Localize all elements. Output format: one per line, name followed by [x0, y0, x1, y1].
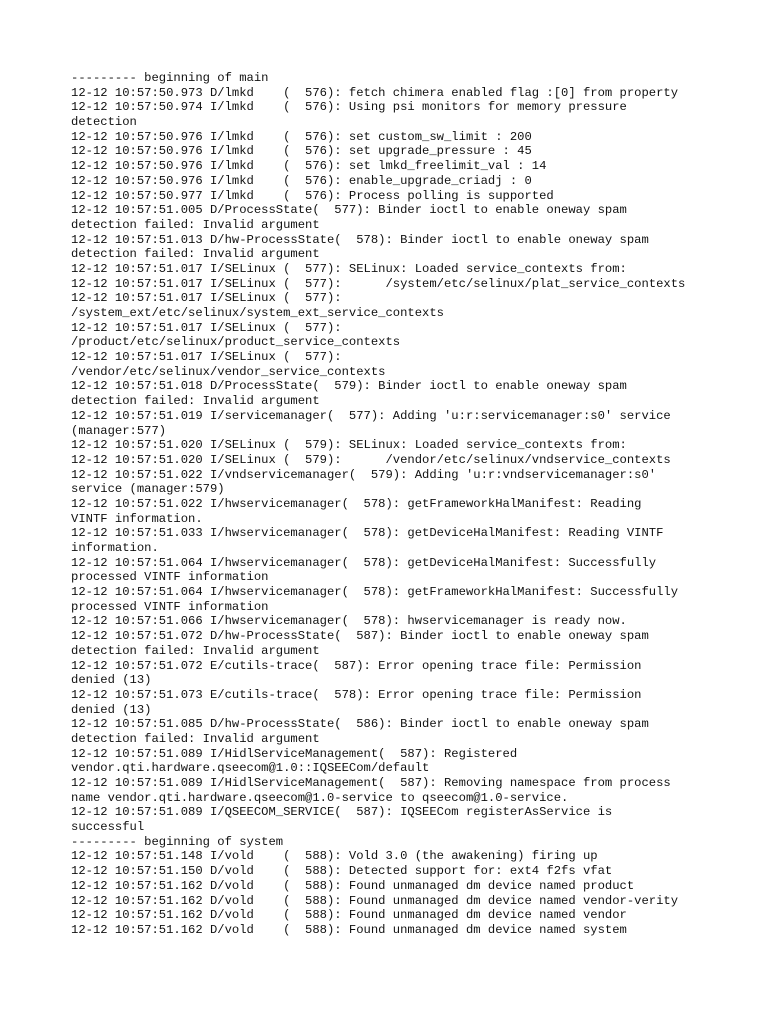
- log-line: 12-12 10:57:51.089 I/HidlServiceManagement( 587): Removing namespace from process: [71, 776, 671, 790]
- log-line: detection failed: Invalid argument: [71, 217, 320, 232]
- log-line: 12-12 10:57:51.017 I/SELinux ( 577): /system/etc/selinux/plat_service_contexts: [71, 276, 686, 291]
- log-line: detection failed: Invalid argument: [71, 394, 320, 409]
- log-line: 12-12 10:57:51.019 I/servicemanager( 577): Adding 'u:r:servicemanager:s0' service: [71, 408, 671, 423]
- log-line: detection failed: Invalid argument: [71, 247, 320, 262]
- log-line: 12-12 10:57:50.974 I/lmkd ( 576): Using psi monitors for memory pressure: [71, 100, 627, 115]
- log-line: successful: [71, 820, 145, 835]
- log-line: 12-12 10:57:51.085 D/hw-ProcessState( 586): Binder ioctl to enable oneway spam: [71, 717, 649, 732]
- log-line: --------- beginning of main: [71, 71, 269, 85]
- log-line: VINTF information.: [71, 511, 203, 526]
- log-line: 12-12 10:57:51.089 I/QSEECOM_SERVICE( 587): IQSEECom registerAsService is: [71, 805, 613, 820]
- log-line: vendor.qti.hardware.qseecom@1.0::IQSEECom/default: [71, 761, 430, 776]
- log-line: 12-12 10:57:51.162 D/vold ( 588): Found unmanaged dm device named system: [71, 922, 627, 937]
- log-line: 12-12 10:57:51.073 E/cutils-trace( 578): Error opening trace file: Permission: [71, 687, 642, 702]
- log-line: detection failed: Invalid argument: [71, 643, 320, 658]
- log-line: information.: [71, 541, 159, 555]
- log-line: 12-12 10:57:51.018 D/ProcessState( 579): Binder ioctl to enable oneway spam: [71, 379, 627, 394]
- log-line: denied (13): [71, 673, 152, 688]
- log-line: 12-12 10:57:51.033 I/hwservicemanager( 578): getDeviceHalManifest: Reading VINTF: [71, 526, 664, 541]
- log-line: 12-12 10:57:51.064 I/hwservicemanager( 578): getDeviceHalManifest: Successfully: [71, 555, 657, 570]
- log-line: 12-12 10:57:51.017 I/SELinux ( 577):: [71, 320, 342, 335]
- log-line: 12-12 10:57:50.976 I/lmkd ( 576): set custom_sw_limit : 200: [71, 129, 532, 144]
- log-line: 12-12 10:57:51.013 D/hw-ProcessState( 578): Binder ioctl to enable oneway spam: [71, 232, 649, 247]
- log-line: 12-12 10:57:50.973 D/lmkd ( 576): fetch chimera enabled flag :[0] from property: [71, 85, 679, 100]
- log-line: 12-12 10:57:50.977 I/lmkd ( 576): Process polling is supported: [71, 188, 554, 203]
- log-line: /product/etc/selinux/product_service_contexts: [71, 335, 401, 350]
- log-line: 12-12 10:57:51.148 I/vold ( 588): Vold 3.0 (the awakening) firing up: [71, 849, 598, 864]
- log-line: /vendor/etc/selinux/vendor_service_contexts: [71, 364, 386, 379]
- log-line: 12-12 10:57:51.022 I/vndservicemanager( 579): Adding 'u:r:vndservicemanager:s0': [71, 467, 657, 482]
- log-line: (manager:577): [71, 423, 167, 438]
- log-line: 12-12 10:57:51.020 I/SELinux ( 579): SELinux: Loaded service_contexts from:: [71, 438, 627, 453]
- log-line: name vendor.qti.hardware.qseecom@1.0-service to qseecom@1.0-service.: [71, 790, 569, 805]
- log-line: detection failed: Invalid argument: [71, 731, 320, 746]
- log-line: 12-12 10:57:50.976 I/lmkd ( 576): set upgrade_pressure : 45: [71, 144, 532, 159]
- log-line: 12-12 10:57:51.162 D/vold ( 588): Found unmanaged dm device named product: [71, 878, 635, 893]
- log-line: 12-12 10:57:51.017 I/SELinux ( 577):: [71, 291, 342, 306]
- log-line: detection: [71, 115, 137, 130]
- log-line: processed VINTF information: [71, 570, 269, 585]
- log-line: /system_ext/etc/selinux/system_ext_service_contexts: [71, 306, 444, 320]
- log-line: 12-12 10:57:50.976 I/lmkd ( 576): enable_upgrade_criadj : 0: [71, 173, 532, 188]
- log-line: 12-12 10:57:51.064 I/hwservicemanager( 578): getFrameworkHalManifest: Successfully: [71, 585, 679, 600]
- log-line: processed VINTF information: [71, 599, 269, 614]
- log-line: 12-12 10:57:51.162 D/vold ( 588): Found unmanaged dm device named vendor-verity: [71, 893, 679, 908]
- log-line: 12-12 10:57:51.150 D/vold ( 588): Detected support for: ext4 f2fs vfat: [71, 864, 613, 879]
- log-line: 12-12 10:57:51.020 I/SELinux ( 579): /vendor/etc/selinux/vndservice_contexts: [71, 452, 671, 467]
- log-line: 12-12 10:57:51.072 E/cutils-trace( 587): Error opening trace file: Permission: [71, 658, 642, 673]
- log-line: 12-12 10:57:51.017 I/SELinux ( 577):: [71, 350, 342, 365]
- log-line: 12-12 10:57:51.005 D/ProcessState( 577): Binder ioctl to enable oneway spam: [71, 203, 627, 218]
- log-line: service (manager:579): [71, 482, 225, 497]
- log-line: 12-12 10:57:50.976 I/lmkd ( 576): set lmkd_freelimit_val : 14: [71, 159, 547, 174]
- log-line: 12-12 10:57:51.022 I/hwservicemanager( 578): getFrameworkHalManifest: Reading: [71, 496, 642, 511]
- log-line: 12-12 10:57:51.072 D/hw-ProcessState( 587): Binder ioctl to enable oneway spam: [71, 629, 649, 644]
- log-line: 12-12 10:57:51.066 I/hwservicemanager( 578): hwservicemanager is ready now.: [71, 614, 627, 629]
- log-line: --------- beginning of system: [71, 834, 284, 849]
- log-line: 12-12 10:57:51.017 I/SELinux ( 577): SELinux: Loaded service_contexts from:: [71, 261, 627, 276]
- log-text-block: [71, 71, 751, 938]
- log-line: denied (13): [71, 702, 152, 717]
- log-line: 12-12 10:57:51.162 D/vold ( 588): Found unmanaged dm device named vendor: [71, 908, 627, 923]
- log-line: 12-12 10:57:51.089 I/HidlServiceManagement( 587): Registered: [71, 746, 518, 761]
